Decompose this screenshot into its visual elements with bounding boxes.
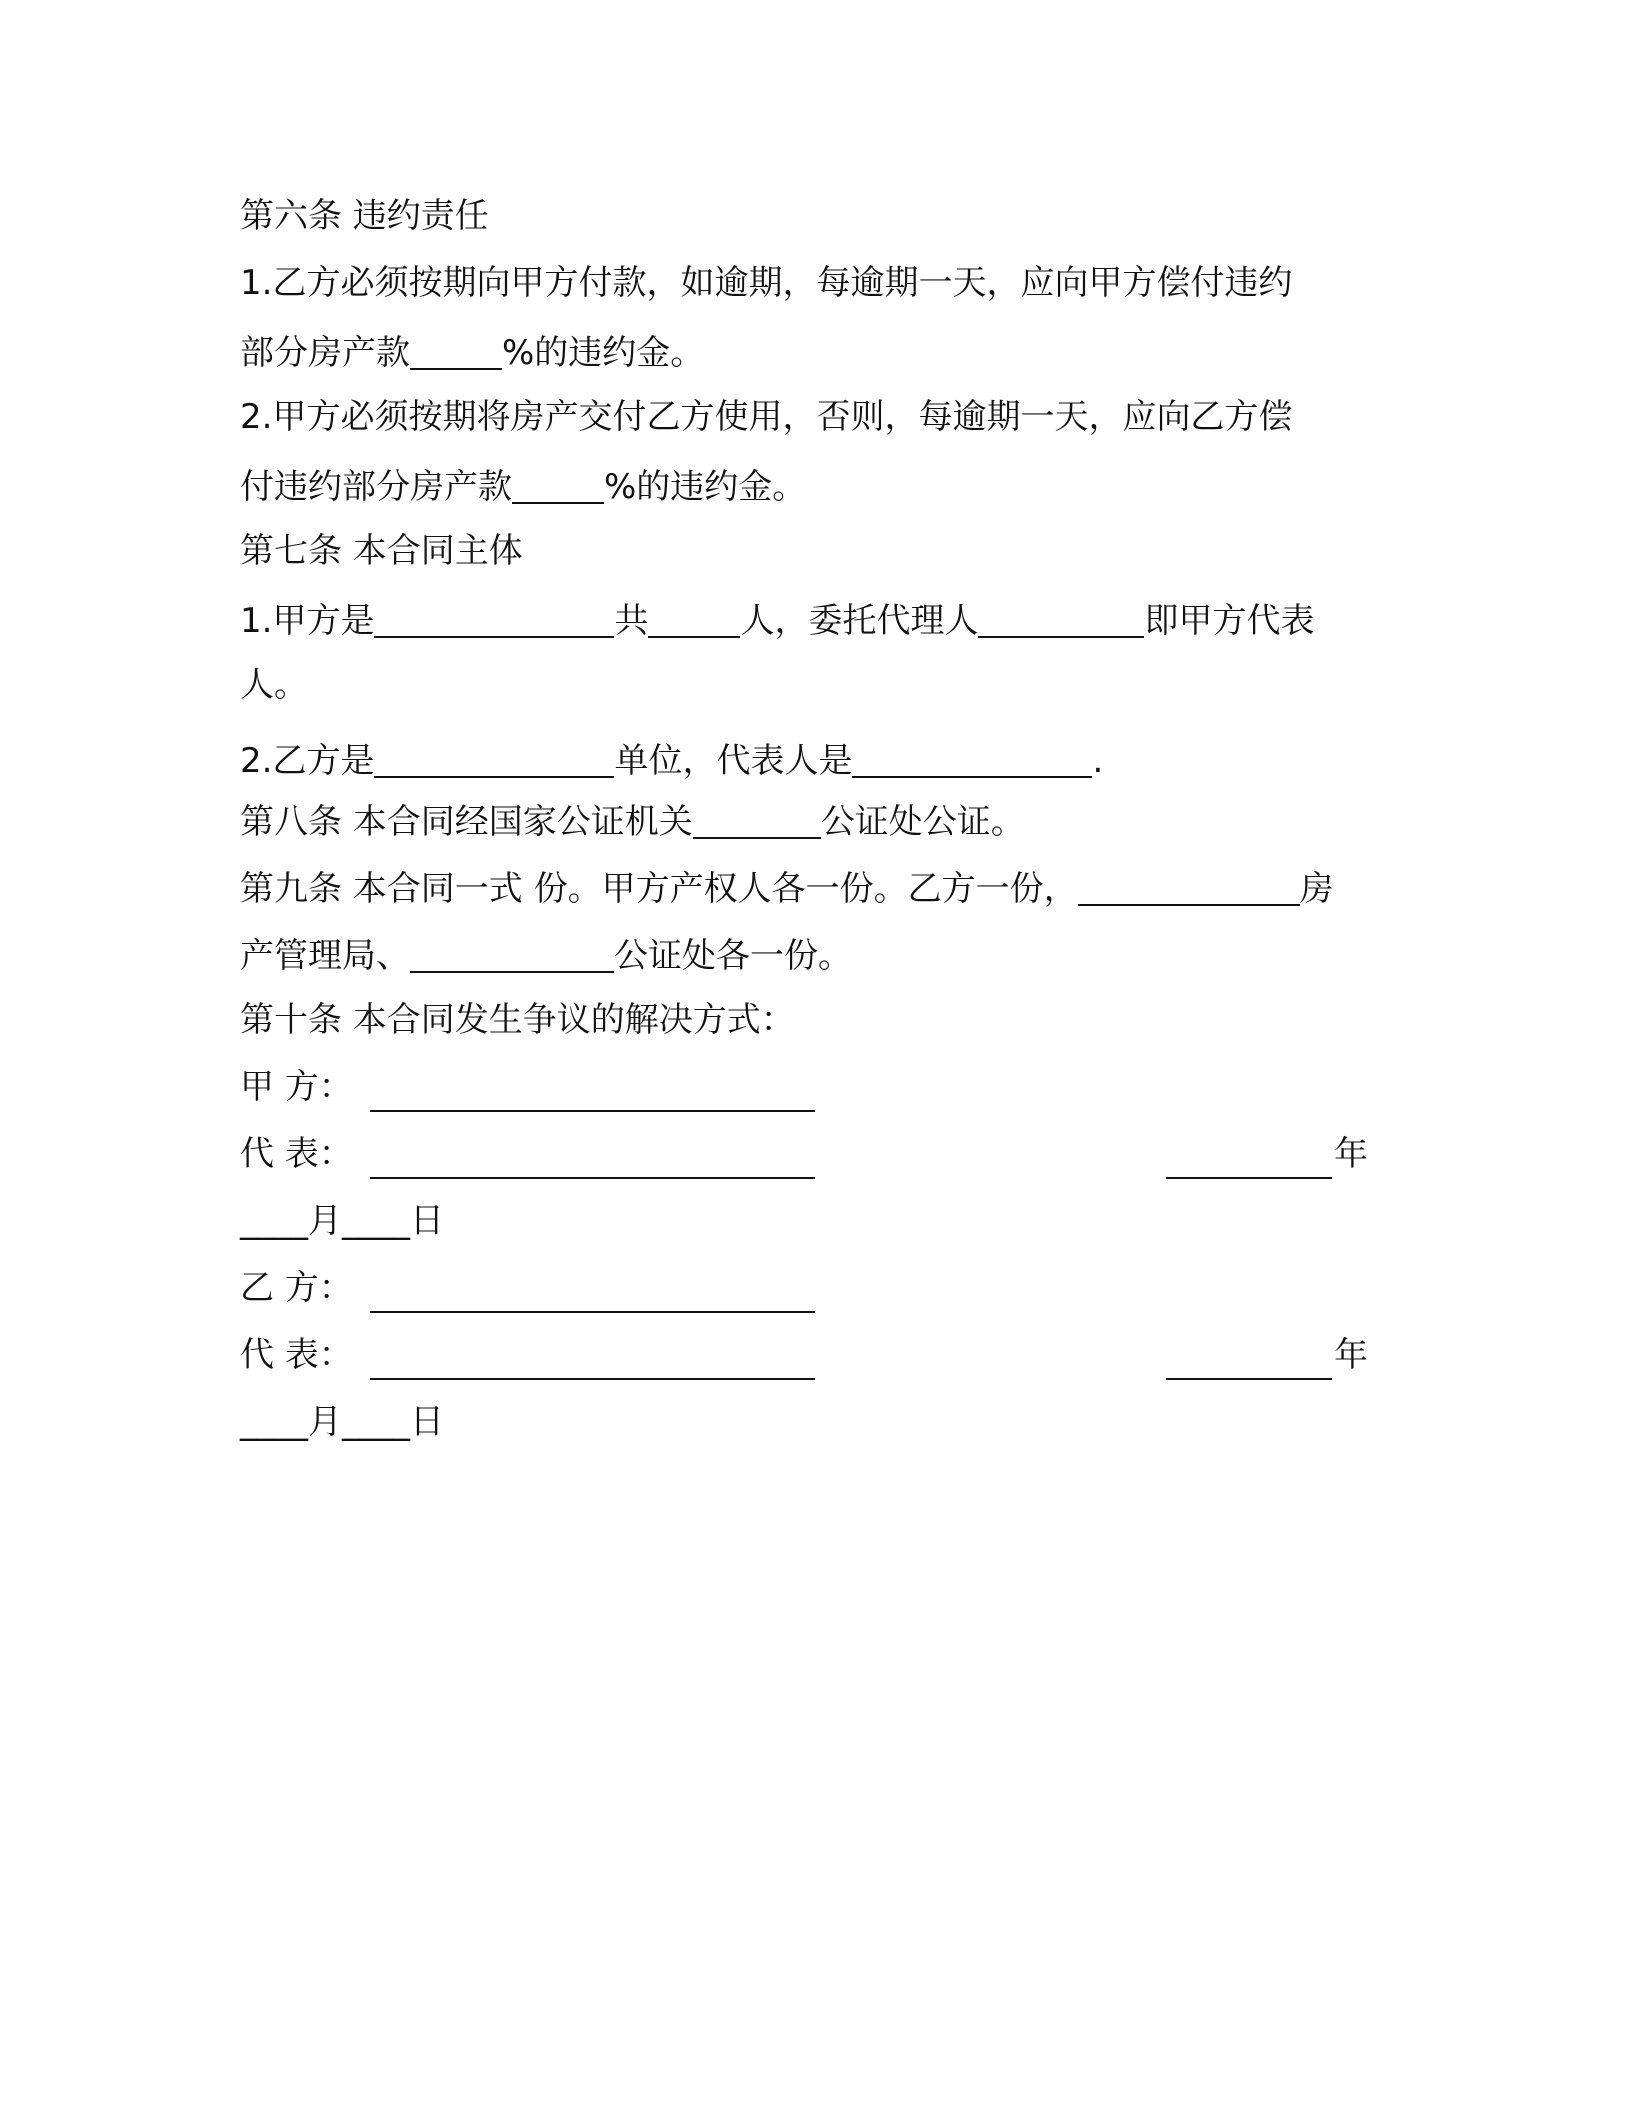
- party-a-month-blank[interactable]: ____: [240, 1201, 308, 1241]
- article-7-item-2-text-c: .: [1092, 741, 1104, 781]
- article-9-line-1: [240, 864, 1334, 908]
- party-a-count-blank[interactable]: [648, 596, 740, 638]
- party-b-year-blank[interactable]: [1166, 1378, 1332, 1380]
- notary-office-blank[interactable]: [410, 931, 614, 973]
- article-7-item-1-text-d: 即甲方代表: [1144, 601, 1315, 641]
- penalty-rate-blank-b[interactable]: [512, 462, 604, 504]
- party-a-label: 甲 方：: [240, 1067, 353, 1107]
- party-b-day-label: 日: [410, 1402, 444, 1442]
- article-7-item-1-text-c: 人，委托代理人: [740, 601, 979, 641]
- article-7-title: 第七条 本合同主体: [240, 531, 523, 571]
- article-7-item-1-line-1: [240, 596, 1314, 640]
- article-6-item-2-text-a: 付违约部分房产款: [240, 467, 512, 507]
- party-a-year-label: 年: [1334, 1134, 1368, 1174]
- party-b-representative-line[interactable]: [370, 1378, 815, 1380]
- article-8-text-b: 公证处公证。: [820, 802, 1025, 842]
- article-7-item-1-text-b: 共: [614, 601, 649, 641]
- article-9-text-a: 第九条 本合同一式 份。甲方产权人各一份。乙方一份，: [240, 869, 1078, 909]
- housing-authority-blank[interactable]: [1078, 864, 1300, 906]
- party-a-representative-line[interactable]: [370, 1177, 815, 1179]
- article-8-text-a: 第八条 本合同经国家公证机关: [240, 802, 693, 842]
- article-6-item-1-text-b: %的违约金。: [502, 333, 705, 373]
- article-9-text-d: 公证处各一份。: [614, 936, 852, 976]
- party-b-signature-line[interactable]: [370, 1311, 815, 1313]
- article-7-item-1-line-2: 人。: [240, 665, 308, 705]
- party-a-year-blank[interactable]: [1166, 1177, 1332, 1179]
- article-6-item-2-line-1: 2.甲方必须按期将房产交付乙方使用，否则，每逾期一天，应向乙方偿: [240, 397, 1293, 437]
- article-6-item-1-line-2: [240, 328, 704, 372]
- article-10-title: 第十条 本合同发生争议的解决方式：: [240, 1000, 795, 1040]
- article-9-text-b: 房: [1299, 869, 1334, 909]
- party-b-day-blank[interactable]: ____: [342, 1402, 410, 1442]
- notary-authority-blank[interactable]: [693, 797, 821, 839]
- article-6-item-1-line-1: 1.乙方必须按期向甲方付款，如逾期，每逾期一天，应向甲方偿付违约: [240, 263, 1293, 303]
- article-6-item-1-text-a: 部分房产款: [240, 333, 410, 373]
- article-9-text-c: 产管理局、: [240, 936, 410, 976]
- article-8: [240, 797, 1025, 841]
- agent-name-blank[interactable]: [978, 596, 1144, 638]
- article-6-item-2-text-b: %的违约金。: [604, 467, 807, 507]
- party-a-day-label: 日: [410, 1201, 444, 1241]
- party-a-name-blank[interactable]: [374, 596, 614, 638]
- party-a-day-blank[interactable]: ____: [342, 1201, 410, 1241]
- article-7-item-1-text-a: 1.甲方是: [240, 601, 375, 641]
- party-b-month-label: 月: [308, 1402, 342, 1442]
- party-b-year-label: 年: [1334, 1335, 1368, 1375]
- party-b-representative-label: 代 表：: [240, 1335, 353, 1375]
- party-b-representative-blank[interactable]: [852, 736, 1092, 778]
- article-7-item-2-text-b: 单位，代表人是: [614, 741, 853, 781]
- article-9-line-2: [240, 931, 852, 975]
- party-b-month-blank[interactable]: ____: [240, 1402, 308, 1442]
- party-a-date-line: [240, 1199, 444, 1243]
- article-6-title: 第六条 违约责任: [240, 196, 489, 236]
- party-b-date-line: [240, 1400, 444, 1444]
- party-a-month-label: 月: [308, 1201, 342, 1241]
- party-a-signature-line[interactable]: [370, 1110, 815, 1112]
- party-a-representative-label: 代 表：: [240, 1134, 353, 1174]
- article-7-item-2-text-a: 2.乙方是: [240, 741, 375, 781]
- article-6-item-2-line-2: [240, 462, 806, 506]
- party-b-unit-blank[interactable]: [374, 736, 614, 778]
- article-7-item-2: [240, 736, 1103, 780]
- party-b-label: 乙 方：: [240, 1268, 353, 1308]
- penalty-rate-blank-a[interactable]: [410, 328, 502, 370]
